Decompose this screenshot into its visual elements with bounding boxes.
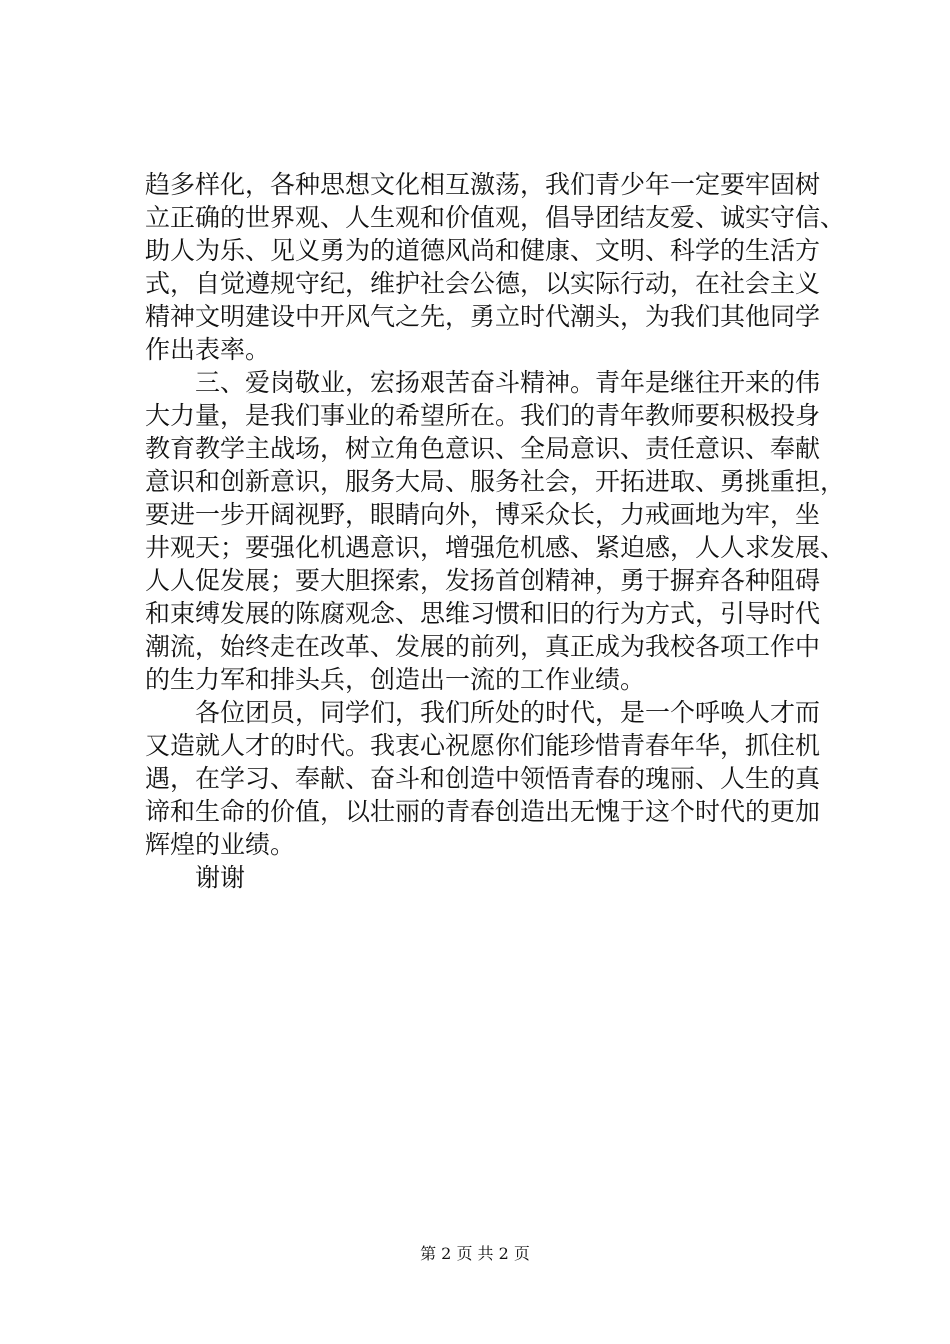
text-line: 助人为乐、见义勇为的道德风尚和健康、文明、科学的生活方 — [145, 236, 821, 265]
text-line: 谢谢 — [145, 863, 246, 892]
text-line: 辉煌的业绩。 — [145, 830, 296, 859]
text-line: 遇，在学习、奉献、奋斗和创造中领悟青春的瑰丽、人生的真 — [145, 764, 821, 793]
text-line: 精神文明建设中开风气之先，勇立时代潮头，为我们其他同学 — [145, 302, 821, 331]
text-line: 潮流，始终走在改革、发展的前列，真正成为我校各项工作中 — [145, 632, 821, 661]
text-line: 大力量，是我们事业的希望所在。我们的青年教师要积极投身 — [145, 401, 821, 430]
text-line: 意识和创新意识，服务大局、服务社会，开拓进取、勇挑重担， — [145, 467, 846, 496]
text-line: 又造就人才的时代。我衷心祝愿你们能珍惜青春年华，抓住机 — [145, 731, 821, 760]
document-body — [145, 168, 846, 894]
text-line: 作出表率。 — [145, 335, 271, 364]
text-line: 教育教学主战场，树立角色意识、全局意识、责任意识、奉献 — [145, 434, 821, 463]
text-line: 的生力军和排头兵，创造出一流的工作业绩。 — [145, 665, 646, 694]
text-line: 人人促发展；要大胆探索，发扬首创精神，勇于摒弃各种阻碍 — [145, 566, 821, 595]
text-line: 要进一步开阔视野，眼睛向外，博采众长，力戒画地为牢，坐 — [145, 500, 821, 529]
text-line: 立正确的世界观、人生观和价值观，倡导团结友爱、诚实守信、 — [145, 203, 846, 232]
text-line: 各位团员，同学们，我们所处的时代，是一个呼唤人才而 — [145, 698, 821, 727]
text-line: 三、爱岗敬业，宏扬艰苦奋斗精神。青年是继往开来的伟 — [145, 368, 821, 397]
page-number-label: 第 2 页 共 2 页 — [420, 1244, 530, 1263]
text-line: 和束缚发展的陈腐观念、思维习惯和旧的行为方式，引导时代 — [145, 599, 821, 628]
text-line: 井观天；要强化机遇意识，增强危机感、紧迫感，人人求发展、 — [145, 533, 846, 562]
page-footer — [0, 1244, 950, 1264]
text-line: 式，自觉遵规守纪，维护社会公德，以实际行动，在社会主义 — [145, 269, 821, 298]
text-line: 趋多样化，各种思想文化相互激荡，我们青少年一定要牢固树 — [145, 170, 821, 199]
text-line: 谛和生命的价值，以壮丽的青春创造出无愧于这个时代的更加 — [145, 797, 821, 826]
